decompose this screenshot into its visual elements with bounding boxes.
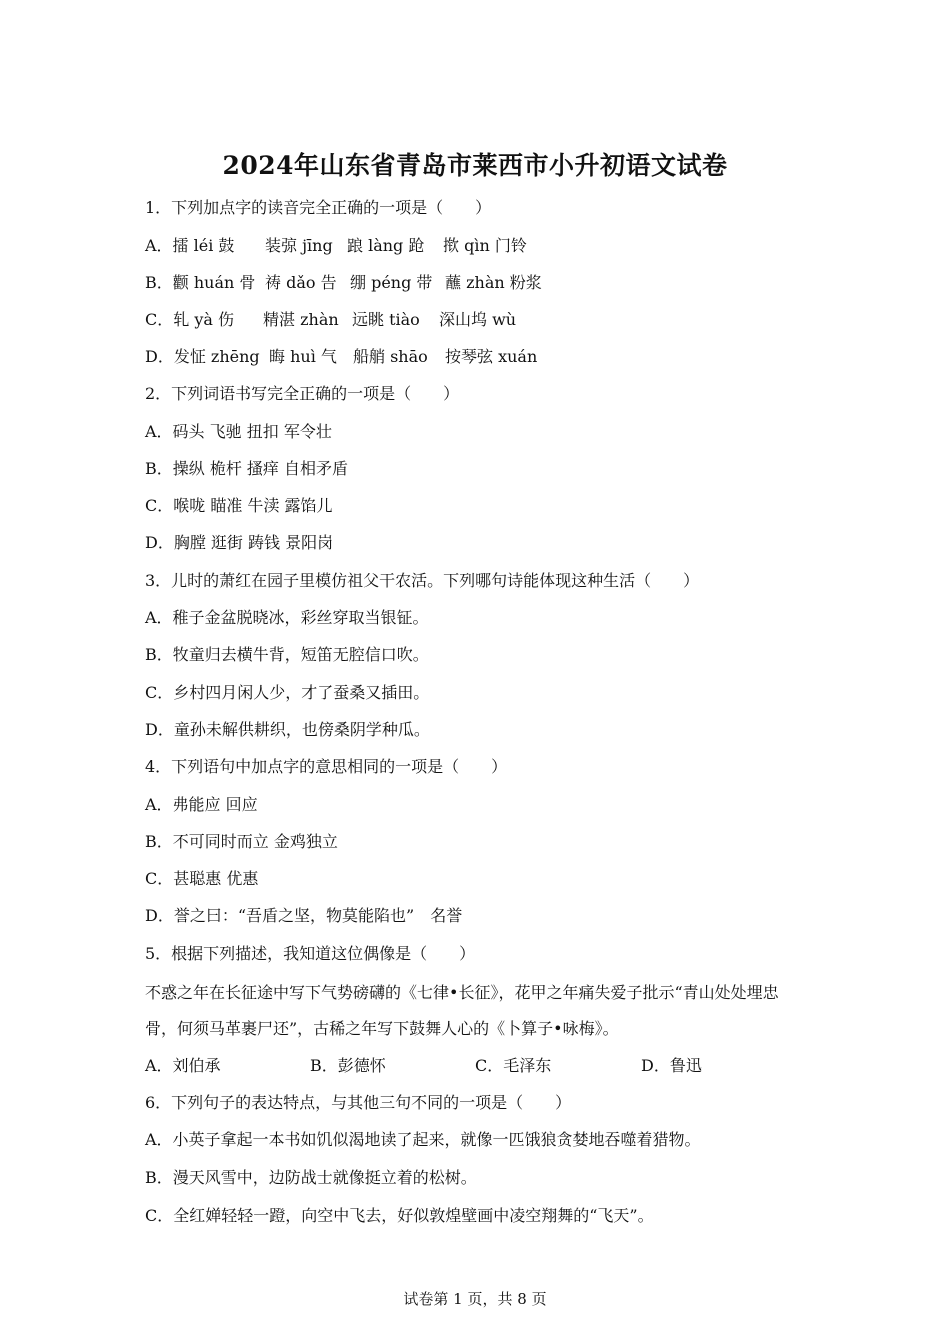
option-part: B．颧 huán 骨 [145, 273, 256, 292]
question-4-option-d: D．誉之曰：“吾盾之坚，物莫能陷也” 名誉 [145, 906, 463, 925]
question-5-option-b: B．彭德怀 [310, 1056, 386, 1075]
option-part: 深山坞 wù [439, 310, 517, 329]
question-1-stem: 1．下列加点字的读音完全正确的一项是（ ） [145, 198, 492, 217]
question-3-option-b: B．牧童归去横牛背，短笛无腔信口吹。 [145, 645, 429, 664]
option-part: 踉 làng 跄 [347, 236, 425, 255]
option-part: C．轧 yà 伤 [145, 310, 234, 329]
option-part: A．擂 léi 鼓 [145, 236, 235, 255]
question-2-option-a: A．码头 飞驰 扭扣 军令壮 [145, 422, 332, 441]
question-6-option-a: A．小英子拿起一本书如饥似渴地读了起来，就像一匹饿狼贪婪地吞噬着猎物。 [145, 1130, 701, 1149]
option-part: 装弶 jīng [265, 236, 333, 255]
question-4-stem: 4．下列语句中加点字的意思相同的一项是（ ） [145, 757, 508, 776]
question-2-option-b: B．操纵 桅杆 搔痒 自相矛盾 [145, 459, 349, 478]
question-5-description-line-2: 骨，何须马革裹尸还”，古稀之年写下鼓舞人心的《卜算子•咏梅》。 [145, 1019, 619, 1038]
question-4-option-c: C．甚聪惠 优惠 [145, 869, 259, 888]
option-part: 晦 huì 气 [269, 347, 337, 366]
option-part: 远眺 tiào [352, 310, 420, 329]
question-5-option-c: C．毛泽东 [475, 1056, 552, 1075]
option-part: 按琴弦 xuán [445, 347, 538, 366]
option-part: 绷 péng 带 [350, 273, 433, 292]
option-part: 船艄 shāo [353, 347, 428, 366]
question-4-option-b: B．不可同时而立 金鸡独立 [145, 832, 338, 851]
question-2-option-c: C．喉咙 瞄准 牛渎 露馅儿 [145, 496, 333, 515]
question-3-option-c: C．乡村四月闲人少，才了蚕桑又插田。 [145, 683, 430, 702]
question-6-option-b: B．漫天风雪中，边防战士就像挺立着的松树。 [145, 1168, 477, 1187]
option-part: D．发怔 zhēng [145, 347, 260, 366]
question-5-option-d: D．鲁迅 [641, 1056, 702, 1075]
question-4-option-a: A．弗能应 回应 [145, 795, 258, 814]
question-2-option-d: D．胸膛 逛街 踌钱 景阳岗 [145, 533, 334, 552]
page-footer: 试卷第 1 页，共 8 页 [403, 1290, 547, 1308]
question-3-option-a: A．稚子金盆脱晓冰，彩丝穿取当银钲。 [145, 608, 429, 627]
question-2-stem: 2．下列词语书写完全正确的一项是（ ） [145, 384, 460, 403]
option-part: 祷 dǎo 告 [265, 273, 337, 292]
question-6-stem: 6．下列句子的表达特点，与其他三句不同的一项是（ ） [145, 1093, 572, 1112]
question-5-stem: 5．根据下列描述，我知道这位偶像是（ ） [145, 944, 476, 963]
question-5-description-line-1: 不惑之年在长征途中写下气势磅礴的《七律•长征》，花甲之年痛失爱子批示“青山处处埋忠 [145, 983, 779, 1002]
question-3-option-d: D．童孙未解供耕织，也傍桑阴学种瓜。 [145, 720, 430, 739]
exam-title: 2024年山东省青岛市莱西市小升初语文试卷 [222, 151, 728, 180]
option-part: 精湛 zhàn [263, 310, 339, 329]
option-part: 揿 qìn 门铃 [443, 236, 527, 255]
question-5-option-a: A．刘伯承 [145, 1056, 221, 1075]
question-6-option-c: C．全红婵轻轻一蹬，向空中飞去，好似敦煌壁画中凌空翔舞的“飞天”。 [145, 1206, 654, 1225]
question-3-stem: 3．儿时的萧红在园子里模仿祖父干农活。下列哪句诗能体现这种生活（ ） [145, 571, 700, 590]
option-part: 蘸 zhàn 粉浆 [445, 273, 542, 292]
